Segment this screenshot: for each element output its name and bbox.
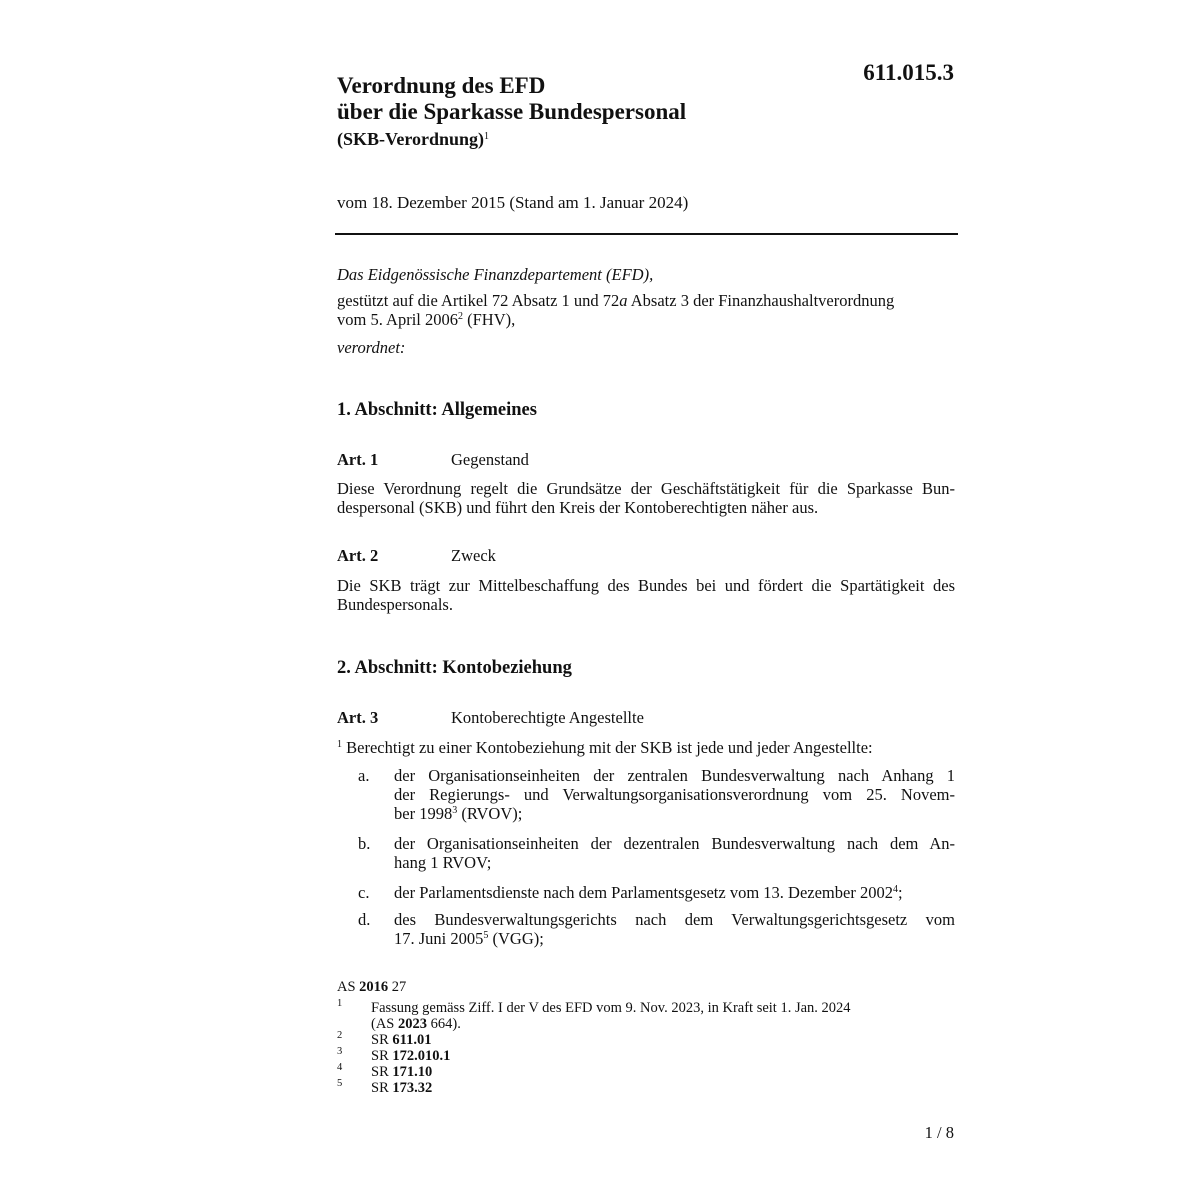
document-title — [337, 73, 686, 125]
footnote-2-number: 2 — [337, 1030, 343, 1041]
title-line-1: Verordnung des EFD — [337, 73, 546, 98]
section-heading-1: 1. Abschnitt: Allgemeines — [337, 400, 537, 420]
footnote-ref-2[interactable]: 2 — [458, 311, 464, 322]
footnote-2: SR 611.01 — [371, 1032, 432, 1048]
header-divider — [335, 233, 958, 235]
article-2-line-1: Die SKB trägt zur Mittelbeschaffung des Bundes bei und fördert die Spartätigkeit des — [337, 576, 955, 595]
list-item-c-letter: c. — [358, 883, 370, 902]
sr-number: 611.015.3 — [863, 60, 954, 85]
footnote-5-number: 5 — [337, 1078, 343, 1089]
footnote-1-number: 1 — [337, 998, 343, 1009]
list-item-a: der Organisationseinheiten der zentralen Bundesverwaltung nach Anhang 1 der Regierungs- und Verwaltungsorganisationsverordnung vom 25. Novem- ber 1998$^3$ (RVOV); — [394, 766, 955, 823]
article-2-number: Art. 2 — [337, 546, 379, 565]
article-3-intro: $^1$ Berechtigt zu einer Kontobeziehung mit der SKB ist jede und jeder Angestellte: — [337, 738, 873, 757]
article-1-number: Art. 1 — [337, 450, 379, 469]
list-item-d-letter: d. — [358, 910, 371, 929]
article-1-line-1: Diese Verordnung regelt die Grundsätze der Geschäftstätigkeit für die Sparkasse Bun- — [337, 479, 955, 498]
list-item-d: des Bundesverwaltungsgerichts nach dem Verwaltungsgerichtsgesetz vom 17. Juni 2005$^5$ (VGG); — [394, 910, 955, 948]
article-2-line-2: Bundespersonals. — [337, 595, 453, 614]
footnote-ref-4[interactable]: 4 — [892, 884, 898, 895]
footnote-3: SR 172.010.1 — [371, 1048, 451, 1064]
article-3-title: Kontoberechtigte Angestellte — [451, 708, 644, 727]
article-2-title: Zweck — [451, 546, 496, 565]
preamble-authority: Das Eidgenössische Finanzdepartement (EFD), — [337, 265, 654, 284]
footnote-5: SR 173.32 — [371, 1080, 433, 1096]
preamble-decree: verordnet: — [337, 338, 406, 357]
official-compilation-ref: AS 2016 27 — [337, 979, 407, 995]
footnote-ref-1[interactable]: 1 — [484, 131, 490, 142]
article-2-text — [337, 576, 955, 614]
article-1-text — [337, 479, 955, 517]
list-item-b: der Organisationseinheiten der dezentralen Bundesverwaltung nach dem An- hang 1 RVOV; — [394, 834, 955, 872]
list-item-a-letter: a. — [358, 766, 370, 785]
footnote-3-number: 3 — [337, 1046, 343, 1057]
preamble-basis-line-1: gestützt auf die Artikel 72 Absatz 1 und 72a Absatz 3 der Finanzhaushaltverordnung — [337, 291, 895, 310]
article-1-title: Gegenstand — [451, 450, 529, 469]
footnote-4-number: 4 — [337, 1062, 343, 1073]
title-line-2: über die Sparkasse Bundespersonal — [337, 99, 687, 124]
section-heading-2: 2. Abschnitt: Kontobeziehung — [337, 658, 572, 678]
footnote-ref-5[interactable]: 5 — [483, 930, 489, 941]
footnote-4: SR 171.10 — [371, 1064, 433, 1080]
list-item-c: der Parlamentsdienste nach dem Parlamentsgesetz vom 13. Dezember 2002$^4$; — [394, 883, 903, 902]
short-title-text: (SKB-Verordnung) — [337, 129, 485, 149]
article-1-line-2: despersonal (SKB) und führt den Kreis der Kontoberechtigten näher aus. — [337, 498, 819, 517]
footnote-1: Fassung gemäss Ziff. I der V des EFD vom 9. Nov. 2023, in Kraft seit 1. Jan. 2024 (AS 2023 664). — [371, 1000, 851, 1032]
short-title — [337, 129, 489, 150]
article-3-number: Art. 3 — [337, 708, 379, 727]
footnote-ref-3[interactable]: 3 — [452, 805, 458, 816]
preamble-basis — [337, 291, 955, 329]
paragraph-number: 1 — [337, 739, 342, 750]
preamble-basis-line-2: vom 5. April 2006$^2$ (FHV), — [337, 310, 516, 329]
date-line: vom 18. Dezember 2015 (Stand am 1. Januar 2024) — [337, 193, 689, 212]
list-item-b-letter: b. — [358, 834, 371, 853]
page-number: 1 / 8 — [924, 1123, 954, 1142]
